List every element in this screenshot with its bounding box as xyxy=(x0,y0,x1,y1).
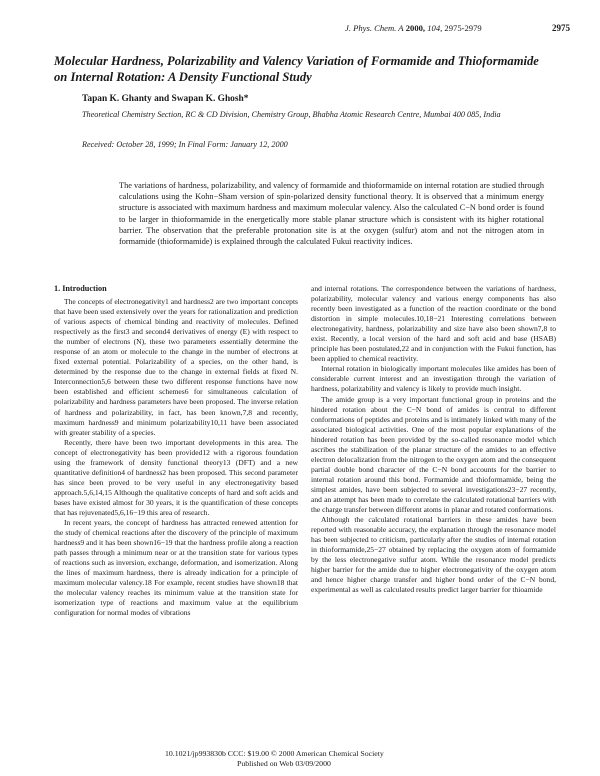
body-paragraph: Recently, there have been two important developments in this area. The concept of electronegativity has been provided12 with a rigorous foundation using the framework of density functional theory13 (DFT) and a new quantitative definition4 of hardness2 has been proposed. This second parameter has since been proved to be very useful in any electronegativity based approach.5,6,14,15 Although the qualitative concepts of hard and soft acids and bases have existed almost for 30 years, it is the quantification of these concepts that has rejuvenated5,6,16−19 this area of research. xyxy=(54,437,298,517)
author-affiliation: Theoretical Chemistry Section, RC & CD Division, Chemistry Group, Bhabha Atomic Research Centre, Mumbai 400 085, India xyxy=(82,110,501,119)
journal-volume: 104, xyxy=(427,23,443,33)
left-column xyxy=(54,283,298,619)
body-paragraph: In recent years, the concept of hardness has attracted renewed attention for the study of chemical reactions after the discovery of the principle of maximum hardness9 and it has been shown16−19 that the hardness profile along a reaction path passes through a minimum near or at the transition state for various types of reactions such as inversion, exchange, deformation, and isomerization. Along the lines of maximum hardness, there is already indication for a principle of maximum molecular valency.18 For example, recent studies have shown18 that the molecular valency reaches its minimum value at the transition state for isomerization type of reactions and maximum value at the equilibrium configuration for normal modes of vibrations xyxy=(54,518,298,618)
abstract: The variations of hardness, polarizability, and valency of formamide and thioformamide on internal rotation are studied through calculations using the Kohn−Sham version of spin-polarized density functional theory. It is observed that a minimum energy structure is associated with maximum hardness and maximum molecular valency. Also the calculated C−N bond order is found to be larger in thioformamide in the energetically more stable planar structure which is consistent with its higher rotational barrier. The observation that the preferable protonation site is at the oxygen (sulfur) atom and not the nitrogen atom in formamide (thioformamide) is explained through the calculated Fukui reactivity indices. xyxy=(119,181,544,247)
article-title: Molecular Hardness, Polarizability and Valency Variation of Formamide and Thioformamide on Internal Rotation: A Density Functional Study xyxy=(54,54,539,84)
article-authors: Tapan K. Ghanty and Swapan K. Ghosh* xyxy=(82,94,249,104)
journal-name: J. Phys. Chem. A xyxy=(345,23,404,33)
page-number: 2975 xyxy=(552,23,570,33)
body-paragraph: The amide group is a very important functional group in proteins and the hindered rotation about the C−N bond of amides is central to different conformations of peptides and proteins and is intimately linked with many of the associated biological activities. One of the most popular explanations of the hindered rotation has been provided by the so-called resonance model which ascribes the stabilization of the planar structure of the amides to an effective electron delocalization from the nitrogen to the oxygen atom and the consequent partial double bond character of the C−N bond accounts for the barrier to internal rotation around this bond. Formamide and thioformamide, being the simplest amides, have been subjected to several investigations23−27 recently, and an attempt has been made to correlate the calculated rotational barriers with the charge transfer between different atoms in planar and rotated conformations. xyxy=(311,394,556,515)
journal-citation xyxy=(345,23,482,33)
body-paragraph: The concepts of electronegativity1 and hardness2 are two important concepts that have been used extensively over the years for rationalization and prediction of various aspects of chemical binding and reactivity of molecules. Defined respectively as the first3 and second4 derivatives of energy (E) with respect to the number of electrons (N), these two parameters essentially determine the response of an atom or molecule to the change in the number of electrons at fixed external potential. Polarizability of a species, on the other hand, is determined by the response due to the change in external fields at fixed N. Interconnection5,6 between these two different response functions have now been established and efficient schemes6 for simultaneous calculation of polarizability and hardness parameters have been proposed. The inverse relation of hardness and polarizability, in fact, has been known,7,8 and recently, maximum hardness9 and minimum polarizability10,11 have been associated with greater stability of a species. xyxy=(54,297,298,437)
body-paragraph: Although the calculated rotational barriers in these amides have been reported with reasonable accuracy, the explanation through the resonance model has been subjected to criticism, particularly after the studies of internal rotation in thioformamide,25−27 obtained by replacing the oxygen atom of formamide by the less electronegative sulfur atom. While the resonance model predicts higher barrier for the amide due to higher electronegativity of the oxygen atom and hence higher charge transfer and higher bond order of the C−N bond, experimental as well as calculated results predict larger barrier for thioamide xyxy=(311,515,556,595)
journal-year: 2000, xyxy=(405,23,426,33)
body-paragraph: and internal rotations. The correspondence between the variations of hardness, polarizability, molecular valency and various energy components has also recently been investigated as a function of the reaction coordinate or the bond distortion in simple molecules.10,18−21 Interesting correlations between electronegativity, hardness, polarizability and size have also been shown7,8 to exist. Recently, a local version of the hard and soft acid and base (HSAB) principle has been postulated,22 and in conjunction with the Fukui function, has been applied to chemical reactivity. xyxy=(311,284,556,364)
received-dates: Received: October 28, 1999; In Final Form: January 12, 2000 xyxy=(82,140,288,149)
running-header xyxy=(0,23,600,37)
body-paragraph: Internal rotation in biologically important molecules like amides has been of considerable current interest and an investigation through the variation of hardness, polarizability and valency is likely to provide much insight. xyxy=(311,364,556,394)
doi-copyright-line: 10.1021/jp993830b CCC: $19.00 © 2000 American Chemical Society xyxy=(165,749,384,758)
right-column xyxy=(311,284,556,595)
section-heading: 1. Introduction xyxy=(54,284,107,293)
publication-date-line: Published on Web 03/09/2000 xyxy=(237,758,331,768)
journal-pages: 2975-2979 xyxy=(444,23,482,33)
